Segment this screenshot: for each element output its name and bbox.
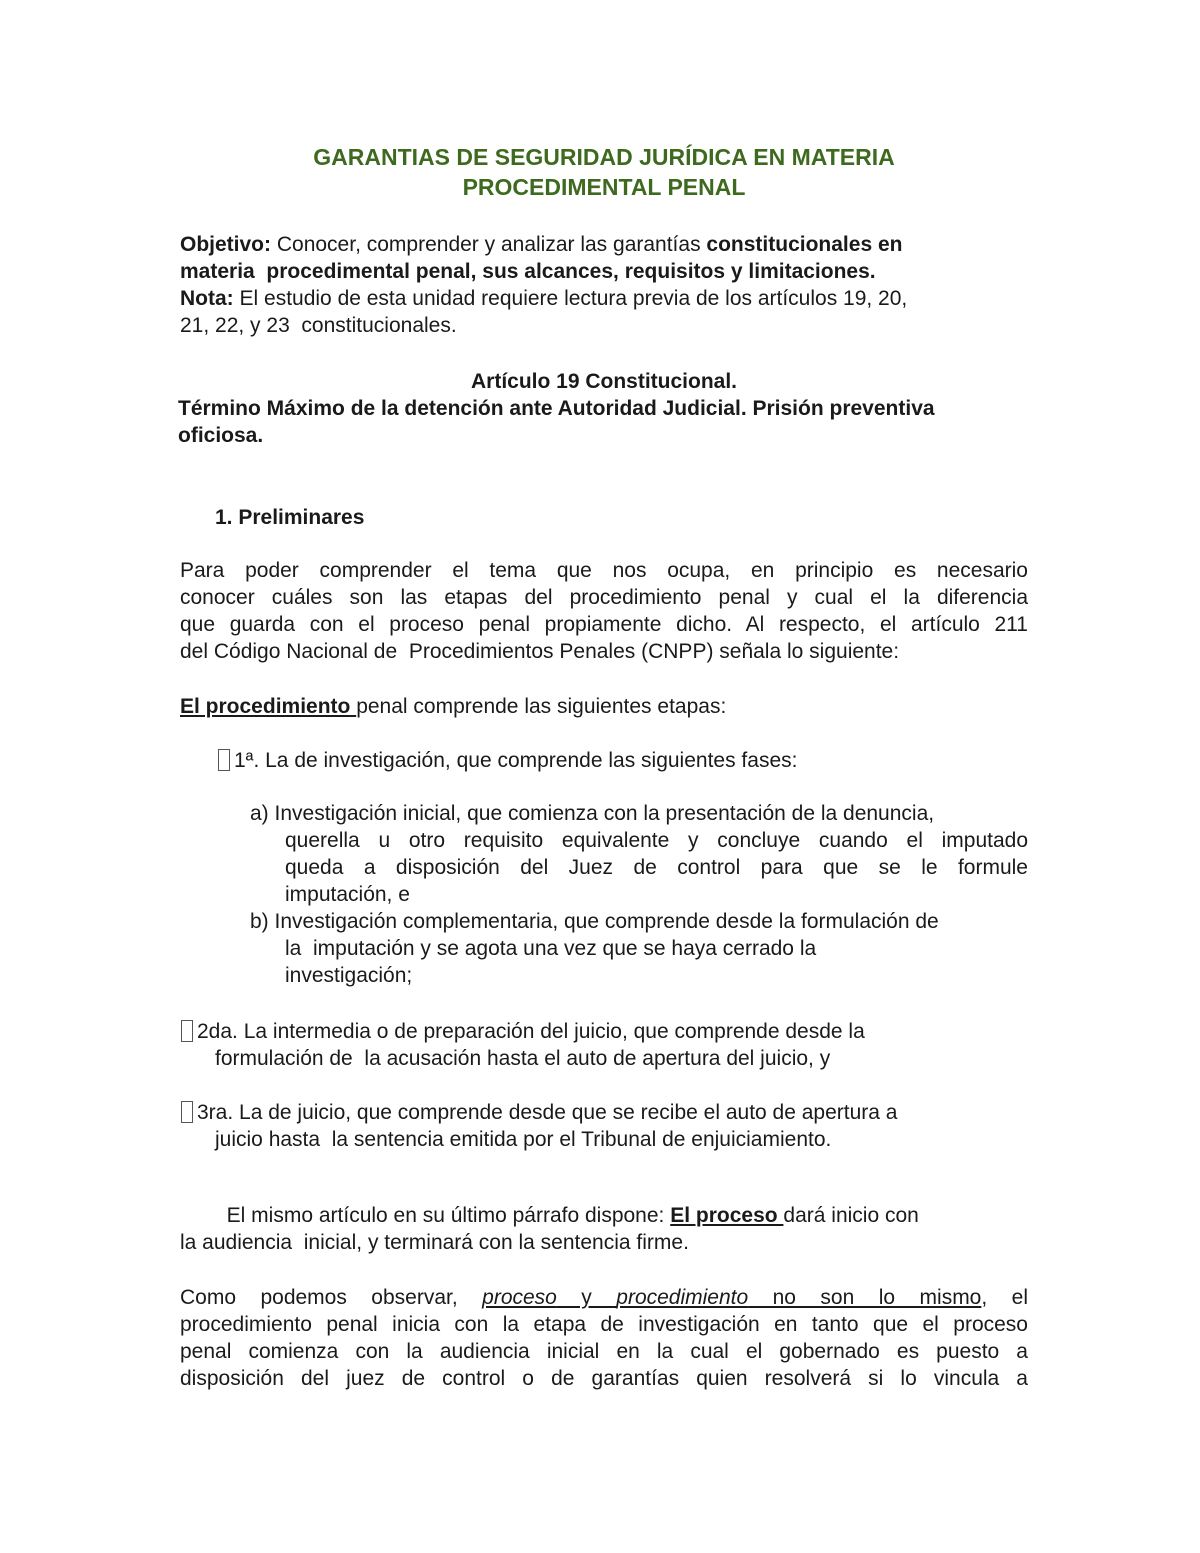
objective-bold-2: materia procedimental penal, sus alcances, requisitos y limitaciones. <box>180 260 876 283</box>
objective-line-1 <box>180 231 902 258</box>
objective-line-2 <box>180 258 876 285</box>
document-title-line-1: GARANTIAS DE SEGURIDAD JURÍDICA EN MATERIA <box>313 144 895 170</box>
para3-line-3: penal comienza con la audiencia inicial en la cual el gobernado es puesto a <box>180 1340 1028 1363</box>
para3-proceso: proceso <box>482 1286 557 1309</box>
stages-intro-rest: penal comprende las siguientes etapas: <box>356 695 727 718</box>
phase-a-line-4: imputación, e <box>285 883 410 906</box>
phase-a-line-3: queda a disposición del Juez de control para que se le formule <box>285 856 1028 879</box>
stage-3-text-1: 3ra. La de juicio, que comprende desde que se recibe el auto de apertura a <box>197 1101 898 1124</box>
para2-end: dará inicio con <box>783 1204 919 1227</box>
stage-2-text-1: 2da. La intermedia o de preparación del juicio, que comprende desde la <box>197 1020 865 1043</box>
stage-2-line-1 <box>181 1018 865 1045</box>
phase-b-line-1: b) Investigación complementaria, que comprende desde la formulación de <box>250 910 939 933</box>
para3-end: , el <box>981 1286 1029 1309</box>
bullet-icon <box>181 1101 193 1123</box>
para2-text: El mismo artículo en su último párrafo dispone: <box>180 1204 671 1227</box>
note-label: Nota: <box>180 287 234 310</box>
stages-intro <box>180 693 726 720</box>
note-text-1: El estudio de esta unidad requiere lectura previa de los artículos 19, 20, <box>233 287 908 310</box>
phase-a-line-1: a) Investigación inicial, que comienza con la presentación de la denuncia, <box>250 802 935 825</box>
para3-procedimiento: procedimiento <box>616 1286 749 1309</box>
para1-line-1: Para poder comprender el tema que nos ocupa, en principio es necesario <box>180 559 1028 582</box>
note-line-1 <box>180 285 907 312</box>
stages-intro-underlined: El procedimiento <box>180 695 357 718</box>
phase-b-line-3: investigación; <box>285 964 413 987</box>
para2-underlined: El proceso <box>670 1204 784 1227</box>
bullet-icon <box>181 1020 193 1042</box>
article-subheading-1: Término Máximo de la detención ante Autoridad Judicial. Prisión preventiva <box>178 397 935 420</box>
stage-2-line-2: formulación de la acusación hasta el auto de apertura del juicio, y <box>215 1047 831 1070</box>
para3-line-2: procedimiento penal inicia con la etapa de investigación en tanto que el proceso <box>180 1313 1028 1336</box>
para2-line-2: la audiencia inicial, y terminará con la sentencia firme. <box>180 1231 689 1254</box>
objective-text: Conocer, comprender y analizar las garantías <box>271 233 707 256</box>
para3-no-son-lo-mismo: no son lo mismo <box>748 1286 982 1309</box>
para1-line-2: conocer cuáles son las etapas del procedimiento penal y cual el la diferencia <box>180 586 1028 609</box>
document-title-line-2: PROCEDIMENTAL PENAL <box>462 174 746 200</box>
para3-line-1 <box>180 1284 1028 1311</box>
objective-label: Objetivo: <box>180 233 272 256</box>
section-heading-preliminares: 1. Preliminares <box>215 506 365 529</box>
para1-line-3: que guarda con el proceso penal propiamente dicho. Al respecto, el artículo 211 <box>180 613 1028 636</box>
stage-1-text: 1ª. La de investigación, que comprende las siguientes fases: <box>234 749 798 772</box>
para3-line-4: disposición del juez de control o de garantías quien resolverá si lo vincula a <box>180 1367 1028 1390</box>
note-line-2: 21, 22, y 23 constitucionales. <box>180 314 457 337</box>
para3-text: Como podemos observar, <box>180 1286 483 1309</box>
bullet-icon <box>218 749 230 771</box>
para3-y: y <box>556 1286 617 1309</box>
para1-line-4: del Código Nacional de Procedimientos Penales (CNPP) señala lo siguiente: <box>180 640 900 663</box>
para2-line-1 <box>180 1202 919 1229</box>
article-subheading-2: oficiosa. <box>178 424 264 447</box>
stage-1 <box>218 747 797 774</box>
objective-bold-1: constitucionales en <box>706 233 903 256</box>
stage-3-line-1 <box>181 1099 897 1126</box>
phase-a-line-2: querella u otro requisito equivalente y concluye cuando el imputado <box>285 829 1028 852</box>
article-heading: Artículo 19 Constitucional. <box>470 370 738 393</box>
stage-3-line-2: juicio hasta la sentencia emitida por el Tribunal de enjuiciamiento. <box>215 1128 832 1151</box>
phase-b-line-2: la imputación y se agota una vez que se haya cerrado la <box>285 937 817 960</box>
